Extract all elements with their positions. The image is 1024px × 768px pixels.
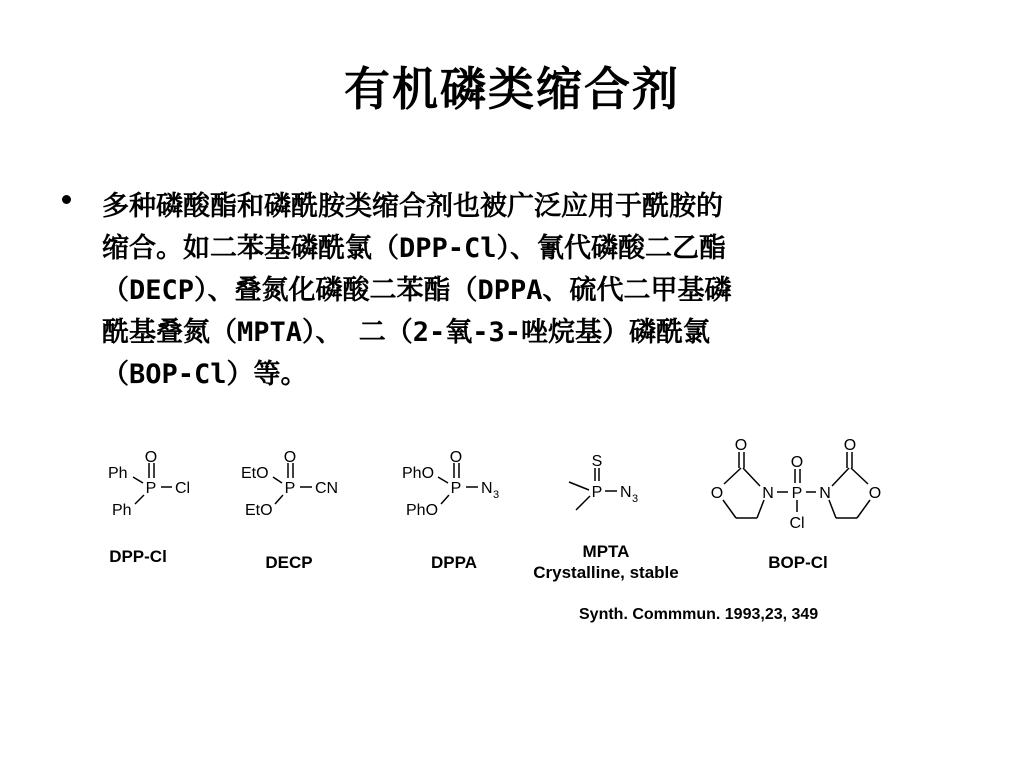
- bop-cl-name: BOP-Cl: [768, 553, 828, 572]
- decp-atom-cn: CN: [315, 480, 339, 497]
- slide-title: 有机磷类缩合剂: [344, 62, 680, 116]
- bop-cl-atom-o-p: O: [790, 454, 804, 471]
- decp-name: DECP: [265, 553, 313, 572]
- mpta-methyl-bond-2: [576, 496, 590, 510]
- bop-cl-left-ring-c-n-bond: [743, 468, 760, 486]
- bop-cl-atom-n-left: N: [762, 485, 774, 502]
- structure-bop-cl: [711, 437, 881, 572]
- structure-dpp-cl: [108, 449, 190, 566]
- mpta-note: Crystalline, stable: [533, 563, 679, 582]
- dpp-cl-p-ph2-bond: [135, 495, 144, 504]
- bop-cl-atom-n-right: N: [819, 485, 831, 502]
- dppa-name: DPPA: [431, 553, 477, 572]
- dpp-cl-p-ph1-bond: [133, 477, 143, 483]
- dpp-cl-atom-ph2: Ph: [112, 502, 132, 519]
- bop-cl-right-ring-n-c-bond: [832, 468, 849, 486]
- dppa-p-pho2-bond: [441, 495, 449, 504]
- dppa-atom-n-subscript: 3: [493, 489, 500, 501]
- decp-atom-eto2: EtO: [245, 502, 273, 519]
- bop-cl-atom-cl: Cl: [789, 515, 805, 532]
- dppa-atom-o: O: [449, 449, 463, 466]
- dpp-cl-atom-cl: Cl: [175, 480, 191, 497]
- bop-cl-left-ring-o-c-bond: [724, 468, 741, 484]
- structure-mpta: [533, 453, 679, 582]
- mpta-atom-s: S: [591, 453, 603, 470]
- structure-dppa: [402, 449, 499, 572]
- bop-cl-left-ring-ch2-n-bond: [757, 500, 764, 518]
- bop-cl-atom-o-left-ring: O: [710, 485, 724, 502]
- mpta-methyl-bond-1: [569, 482, 589, 490]
- bop-cl-right-ring-ch2-o-bond: [857, 500, 870, 518]
- dppa-atom-pho2: PhO: [406, 502, 439, 519]
- decp-p-eto2-bond: [275, 495, 283, 504]
- decp-p-eto1-bond: [273, 477, 282, 483]
- dpp-cl-atom-p: P: [145, 480, 157, 497]
- mpta-atom-n: N: [620, 484, 632, 501]
- decp-atom-eto1: EtO: [241, 465, 269, 482]
- bop-cl-right-ring-c-o-bond: [851, 468, 868, 484]
- dppa-atom-p: P: [450, 480, 462, 497]
- bop-cl-atom-o-right-carbonyl: O: [843, 437, 857, 454]
- dpp-cl-atom-o: O: [144, 449, 158, 466]
- bop-cl-left-ring-o-ch2-bond: [723, 500, 736, 518]
- reference-citation: Synth. Commmun. 1993,23, 349: [579, 606, 819, 623]
- mpta-name: MPTA: [582, 542, 630, 561]
- mpta-atom-n-subscript: 3: [632, 493, 639, 505]
- structure-decp: [241, 449, 338, 572]
- dpp-cl-atom-ph1: Ph: [108, 465, 128, 482]
- bop-cl-atom-p: P: [791, 485, 803, 502]
- bullet-text: 多种磷酸酯和磷酰胺类缩合剂也被广泛应用于酰胺的 缩合。如二苯基磷酰氯（DPP-Cl）、氰代磷酸二乙酯 （DECP）、叠氮化磷酸二苯酯（DPPA、硫代二甲基磷 酰基叠氮（MPTA）、 二（2-氧-3-唑烷基）磷酰氯 （BOP-Cl）等。: [102, 191, 732, 390]
- decp-atom-o: O: [283, 449, 297, 466]
- dppa-atom-pho1: PhO: [402, 465, 435, 482]
- bop-cl-right-ring-n-ch2-bond: [829, 500, 836, 518]
- mpta-atom-p: P: [591, 484, 603, 501]
- dpp-cl-name: DPP-Cl: [109, 547, 167, 566]
- bop-cl-atom-o-left-carbonyl: O: [734, 437, 748, 454]
- dppa-p-pho1-bond: [438, 477, 448, 483]
- dppa-atom-n: N: [481, 480, 493, 497]
- bop-cl-atom-o-right-ring: O: [868, 485, 882, 502]
- decp-atom-p: P: [284, 480, 296, 497]
